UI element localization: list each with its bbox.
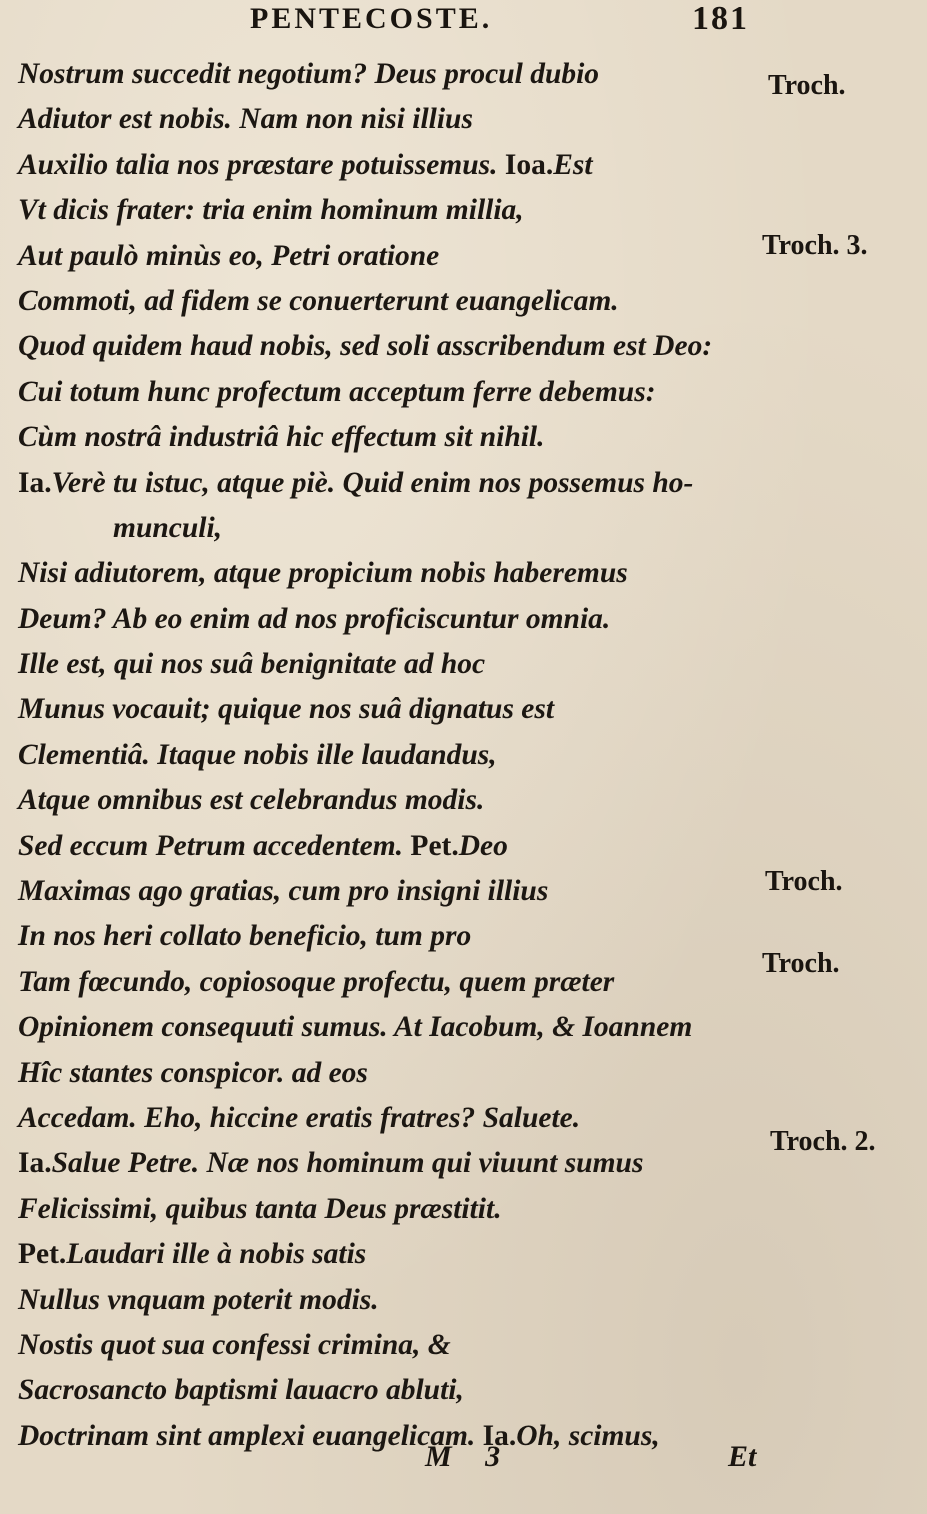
verse-text: Felicissimi, quibus tanta Deus præstitit. <box>18 1192 502 1225</box>
verse-text: Auxilio talia nos præstare potuissemus. <box>18 148 505 181</box>
verse-text: Tam fœcundo, copiosoque profectu, quem præter <box>18 965 615 998</box>
verse-text: Est <box>553 148 593 181</box>
verse-text: Salue Petre. Næ nos hominum qui viuunt sumus <box>51 1147 644 1180</box>
verse-line-6 <box>18 279 758 324</box>
verse-line-28 <box>18 1278 758 1323</box>
verse-text: Maximas ago gratias, cum pro insigni illius <box>18 875 549 908</box>
verse-text: Cùm nostrâ industriâ hic effectum sit nihil. <box>18 421 545 454</box>
verse-text: Clementiâ. Itaque nobis ille laudandus, <box>18 738 497 771</box>
margin-note-troch-4: Troch. <box>762 948 840 979</box>
verse-text: Aut paulò minùs eo, Petri oratione <box>18 239 440 272</box>
verse-text: Munus vocauit; quique nos suâ dignatus est <box>18 693 555 726</box>
verse-line-27 <box>18 1232 758 1277</box>
speaker-label: Ia. <box>18 1147 52 1180</box>
verse-line-11 <box>18 506 758 551</box>
verse-text: Hîc stantes conspicor. ad eos <box>18 1056 368 1089</box>
verse-line-21 <box>18 960 758 1005</box>
verse-line-8 <box>18 370 758 415</box>
verse-text: Nostis quot sua confessi crimina, & <box>18 1328 451 1361</box>
verse-line-20 <box>18 914 758 959</box>
verse-text: Sacrosancto baptismi lauacro abluti, <box>18 1374 464 1407</box>
verse-text: Ille est, qui nos suâ benignitate ad hoc <box>18 648 486 681</box>
verse-text: Nullus vnquam poterit modis. <box>18 1283 379 1316</box>
verse-line-15 <box>18 687 758 732</box>
verse-text: munculi, <box>113 511 223 544</box>
verse-line-5 <box>18 234 758 279</box>
verse-line-3 <box>18 143 758 188</box>
verse-text: Adiutor est nobis. Nam non nisi illius <box>18 103 473 136</box>
verse-text: Opinionem consequuti sumus. At Iacobum, & Ioannem <box>18 1011 693 1044</box>
verse-text: Cui totum hunc profectum acceptum ferre debemus: <box>18 375 656 408</box>
verse-line-23 <box>18 1051 758 1096</box>
verse-text: Vt dicis frater: tria enim hominum millia, <box>18 194 524 227</box>
page-number: 181 <box>692 0 749 37</box>
verse-text: Oh, scimus, <box>516 1419 660 1452</box>
verse-line-9 <box>18 415 758 460</box>
verse-text: Accedam. Eho, hiccine eratis fratres? Saluete. <box>18 1101 581 1134</box>
verse-line-2 <box>18 97 758 142</box>
verse-text-block <box>18 52 758 1459</box>
verse-line-18 <box>18 824 758 869</box>
verse-line-30 <box>18 1368 758 1413</box>
verse-line-25 <box>18 1141 758 1186</box>
margin-note-troch-3: Troch. <box>765 866 843 897</box>
verse-text: Doctrinam sint amplexi euangelicam. <box>18 1419 483 1452</box>
verse-line-12 <box>18 551 758 596</box>
verse-line-1 <box>18 52 758 97</box>
verse-line-7 <box>18 324 758 369</box>
verse-text: Deum? Ab eo enim ad nos proficiscuntur omnia. <box>18 602 611 635</box>
verse-text: Atque omnibus est celebrandus modis. <box>18 784 485 817</box>
running-head: PENTECOSTE. <box>250 2 493 35</box>
verse-text: Nostrum succedit negotium? Deus procul dubio <box>18 58 600 90</box>
verse-line-26 <box>18 1187 758 1232</box>
verse-line-19 <box>18 869 758 914</box>
verse-text: In nos heri collato beneficio, tum pro <box>18 920 472 953</box>
verse-text: Quod quidem haud nobis, sed soli asscribendum est Deo: <box>18 330 713 363</box>
catchword: Et <box>728 1440 757 1473</box>
verse-text: Commoti, ad fidem se conuerterunt euangelicam. <box>18 284 619 317</box>
signature-mark: M 3 <box>425 1440 501 1473</box>
speaker-label: Ia. <box>18 466 52 499</box>
verse-text: Laudari ille à nobis satis <box>66 1238 367 1271</box>
verse-line-22 <box>18 1005 758 1050</box>
verse-line-17 <box>18 778 758 823</box>
speaker-label: Pet. <box>18 1238 67 1271</box>
margin-note-troch-1: Troch. <box>768 70 846 101</box>
verse-line-13 <box>18 597 758 642</box>
verse-line-14 <box>18 642 758 687</box>
margin-note-troch-5: Troch. 2. <box>770 1126 876 1157</box>
speaker-label: Ioa. <box>504 148 554 181</box>
verse-text: Verè tu istuc, atque piè. Quid enim nos possemus ho- <box>51 466 694 499</box>
margin-note-troch-2: Troch. 3. <box>762 230 868 261</box>
speaker-label: Pet. <box>410 829 459 862</box>
verse-line-16 <box>18 733 758 778</box>
verse-text: Sed eccum Petrum accedentem. <box>18 829 411 862</box>
verse-line-4 <box>18 188 758 233</box>
verse-line-31 <box>18 1414 758 1459</box>
speaker-label: Ia. <box>482 1419 517 1452</box>
verse-text: Deo <box>458 829 508 862</box>
verse-line-24 <box>18 1096 758 1141</box>
verse-line-29 <box>18 1323 758 1368</box>
verse-text: Nisi adiutorem, atque propicium nobis haberemus <box>18 557 628 590</box>
verse-line-10 <box>18 461 758 506</box>
